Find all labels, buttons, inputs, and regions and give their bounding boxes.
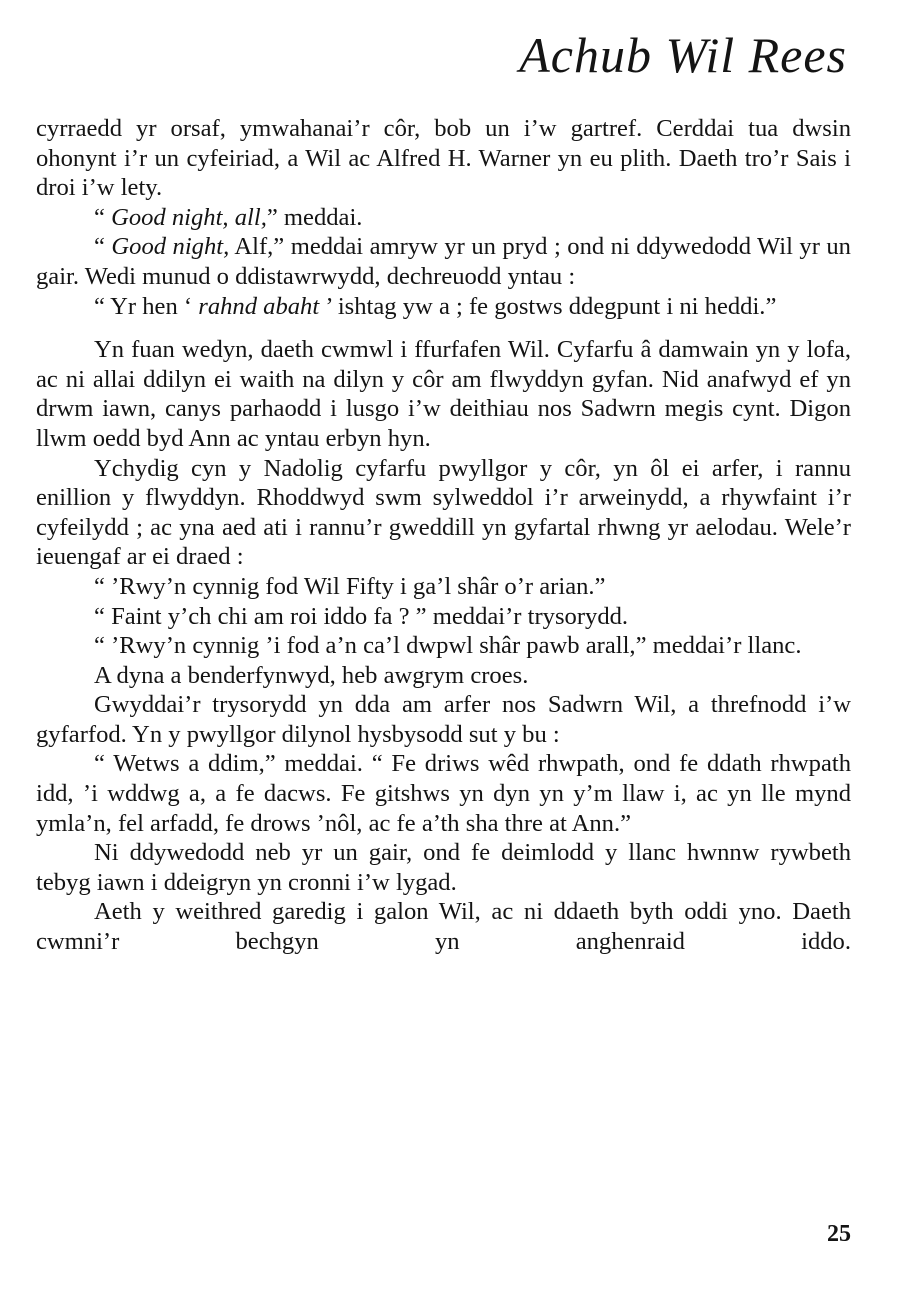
paragraph-cwmwl xyxy=(36,335,851,453)
paragraph-faint xyxy=(36,602,851,632)
paragraph-deigryn xyxy=(36,838,851,897)
body-text xyxy=(36,114,851,957)
text-run: “ Wetws a ddim,” meddai. “ Fe driws wêd rhwpath, ond fe ddath rhwpath idd, ’i wddwg a, a fe dacws. Fe gitshws yn dyn yn y’m llaw i, ac yn lle mynd ymla’n, fel arfadd, fe drows ’nôl, ac fe a’th sha thre at Ann.” xyxy=(36,750,851,837)
text-run: cyrraedd yr orsaf, ymwahanai’r côr, bob un i’w gartref. Cerddai tua dwsin ohonynt i’r un cyfeiriad, a Wil ac Alfred H. Warner yn eu plith. Daeth tro’r Sais i droi i’w lety. xyxy=(36,115,851,202)
italic-phrase: Good night, xyxy=(111,233,230,261)
text-run: ’ ishtag yw a ; fe gostws ddegpunt i ni heddi.” xyxy=(319,292,777,320)
running-title: Achub Wil Rees xyxy=(519,27,847,83)
paragraph-weithred xyxy=(36,897,851,956)
paragraph-trysorydd xyxy=(36,690,851,749)
text-run: “ ’Rwy’n cynnig fod Wil Fifty i ga’l shâr o’r arian.” xyxy=(94,572,606,600)
paragraph-benderfynwyd xyxy=(36,661,851,691)
paragraph-pwyllgor xyxy=(36,454,851,572)
text-run: Alf,” meddai amryw yr un pryd ; ond ni ddywedodd Wil yr un gair. Wedi munud o ddistawrwydd, dechreuodd yntau : xyxy=(36,233,851,290)
paragraph-dwpwl-shar xyxy=(36,631,851,661)
text-run: “ xyxy=(94,203,112,231)
text-run: Gwyddai’r trysorydd yn dda am arfer nos Sadwrn Wil, a threfnodd i’w gyfarfod. Yn y pwyllgor dilynol hysbysodd sut y bu : xyxy=(36,691,851,748)
text-run: Ni ddywedodd neb yr un gair, ond fe deimlodd y llanc hwnnw rywbeth tebyg iawn i ddeigryn yn cronni i’w lygad. xyxy=(36,839,851,896)
paragraph-wetws xyxy=(36,749,851,838)
text-run: “ Faint y’ch chi am roi iddo fa ? ” meddai’r trysorydd. xyxy=(94,602,629,630)
paragraph-rahnd-abaht xyxy=(36,292,851,322)
paragraph-good-night-alf xyxy=(36,232,851,291)
italic-phrase: rahnd abaht xyxy=(198,292,320,320)
text-run: “ xyxy=(94,233,112,261)
text-run: Aeth y weithred garedig i galon Wil, ac ni ddaeth byth oddi yno. Daeth cwmni’r bechgyn yn anghenraid iddo. xyxy=(36,898,851,956)
text-run: A dyna a benderfynwyd, heb awgrym croes. xyxy=(94,661,529,689)
italic-phrase: Good night, all, xyxy=(111,203,267,231)
paragraph-cynnig-wil-fifty xyxy=(36,572,851,602)
paragraph-good-night-all xyxy=(36,203,851,233)
text-run: “ Yr hen ‘ xyxy=(94,292,199,320)
text-run: ” meddai. xyxy=(266,203,363,231)
text-run: Yn fuan wedyn, daeth cwmwl i ffurfafen Wil. Cyfarfu â damwain yn y lofa, ac ni allai ddilyn ei waith na dilyn y côr am flwyddyn gyfan. Nid anafwyd ef yn drwm iawn, canys parhaodd i lusgo i’w deithiau nos Sadwrn megis cynt. Digon llwm oedd byd Ann ac yntau erbyn hyn. xyxy=(36,336,851,452)
text-run: “ ’Rwy’n cynnig ’i fod a’n ca’l dwpwl shâr pawb arall,” meddai’r llanc. xyxy=(94,632,802,660)
text-run: Ychydig cyn y Nadolig cyfarfu pwyllgor y côr, yn ôl ei arfer, i rannu enillion y flwyddyn. Rhoddwyd swm sylweddol i’r arweinydd, a rhywfaint i’r cyfeilydd ; ac yna aed ati i rannu’r gweddill yn gyfartal rhwng yr aelodau. Wele’r ieuengaf ar ei draed : xyxy=(36,454,851,571)
page-number: 25 xyxy=(827,1221,851,1247)
paragraph-continuation xyxy=(36,114,851,203)
